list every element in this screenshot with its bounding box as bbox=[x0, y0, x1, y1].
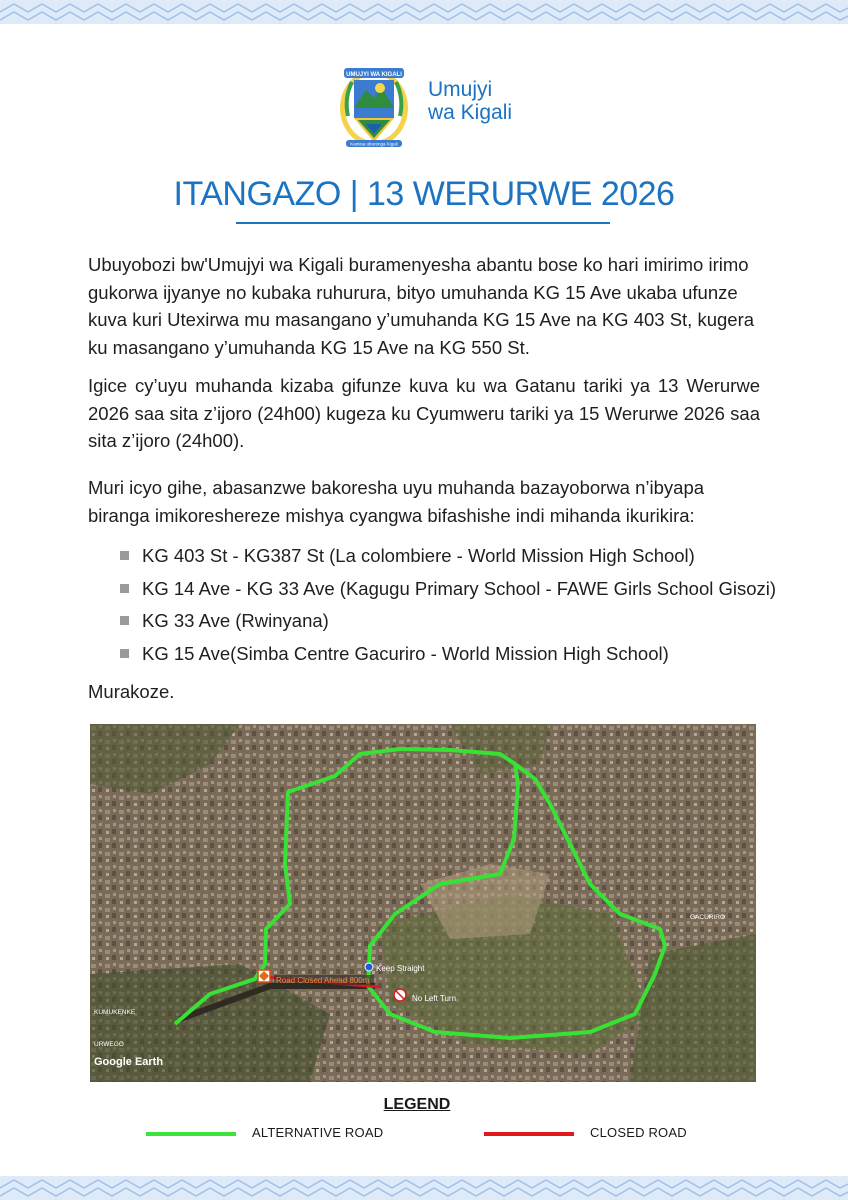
list-item-text: KG 14 Ave - KG 33 Ave (Kagugu Primary School - FAWE Girls School Gisozi) bbox=[142, 577, 777, 599]
list-item-text: KG 15 Ave(Simba Centre Gacuriro - World Mission High School) bbox=[142, 642, 669, 664]
list-item-text: KG 33 Ave (Rwinyana) bbox=[142, 610, 329, 631]
paragraph-notice: Ubuyobozi bw'Umujyi wa Kigali buramenyesha abantu bose ko hari imirimo irimo gukorwa ijyanye no kubaka ruhurura, bityo umuhanda KG 15 Ave ukaba ufunze kuva kuri Utexirwa mu masangano y’umuhanda KG 15 Ave na KG 403 St, kugera ku masangano y’umuhanda KG 15 Ave na KG 550 St. bbox=[88, 254, 755, 358]
legend-alternative-label: ALTERNATIVE ROAD bbox=[252, 1125, 384, 1140]
logo-line-2: wa Kigali bbox=[428, 101, 513, 124]
route-map bbox=[90, 724, 756, 1082]
list-item-text: KG 403 St - KG387 St (La colombiere - World Mission High School) bbox=[142, 545, 695, 566]
legend-title: LEGEND bbox=[383, 1096, 451, 1113]
place-label: KUMUKENKE bbox=[94, 1009, 136, 1016]
no-left-turn-label: No Left Turn bbox=[412, 994, 457, 1003]
seal-text-top: UMUJYI WA KIGALI bbox=[346, 72, 402, 78]
alternative-routes-list bbox=[118, 540, 776, 670]
title-underline bbox=[236, 222, 610, 224]
logo-wordmark bbox=[428, 78, 512, 124]
bullet-square-icon bbox=[120, 616, 129, 625]
bottom-decorative-border bbox=[0, 1176, 848, 1200]
list-item bbox=[118, 573, 776, 606]
bullet-square-icon bbox=[120, 551, 129, 560]
place-label: URWEGO bbox=[94, 1041, 124, 1048]
closing-thanks: Murakoze. bbox=[88, 681, 175, 702]
legend-closed-swatch bbox=[484, 1132, 574, 1136]
kigali-seal-emblem bbox=[336, 58, 420, 150]
top-decorative-border bbox=[0, 0, 848, 24]
place-label: GACURIRO bbox=[690, 914, 726, 921]
paragraph-closure-period: Igice cy’uyu muhanda kizaba gifunze kuva ku wa Gatanu tariki ya 13 Werurwe 2026 saa sita z’ijoro (24h00) kugeza ku Cyumweru tariki ya 15 Werurwe 2026 saa sita z’ijoro (24h00). bbox=[88, 375, 760, 451]
list-item bbox=[118, 540, 776, 573]
road-closed-label: Road Closed Ahead 800m bbox=[276, 976, 370, 985]
announcement-title: ITANGAZO | 13 WERURWE 2026 bbox=[173, 175, 675, 213]
city-logo bbox=[336, 58, 516, 150]
keep-straight-icon bbox=[365, 963, 373, 971]
map-attribution: Google Earth bbox=[94, 1056, 164, 1068]
paragraph-detour-intro: Muri icyo gihe, abasanzwe bakoresha uyu muhanda bazayoborwa n’ibyapa biranga imikoreshereze mishya cyangwa bifashishe indi mihanda ikurikira: bbox=[88, 477, 705, 526]
legend-alternative-swatch bbox=[146, 1132, 236, 1136]
list-item bbox=[118, 605, 776, 638]
bullet-square-icon bbox=[120, 649, 129, 658]
logo-line-1: Umujyi bbox=[428, 78, 493, 101]
bullet-square-icon bbox=[120, 584, 129, 593]
list-item bbox=[118, 638, 776, 671]
seal-text-bottom: Kamisa uburenga Kigali bbox=[350, 141, 398, 147]
keep-straight-label: Keep Straight bbox=[376, 964, 425, 973]
legend-closed-label: CLOSED ROAD bbox=[590, 1125, 687, 1140]
